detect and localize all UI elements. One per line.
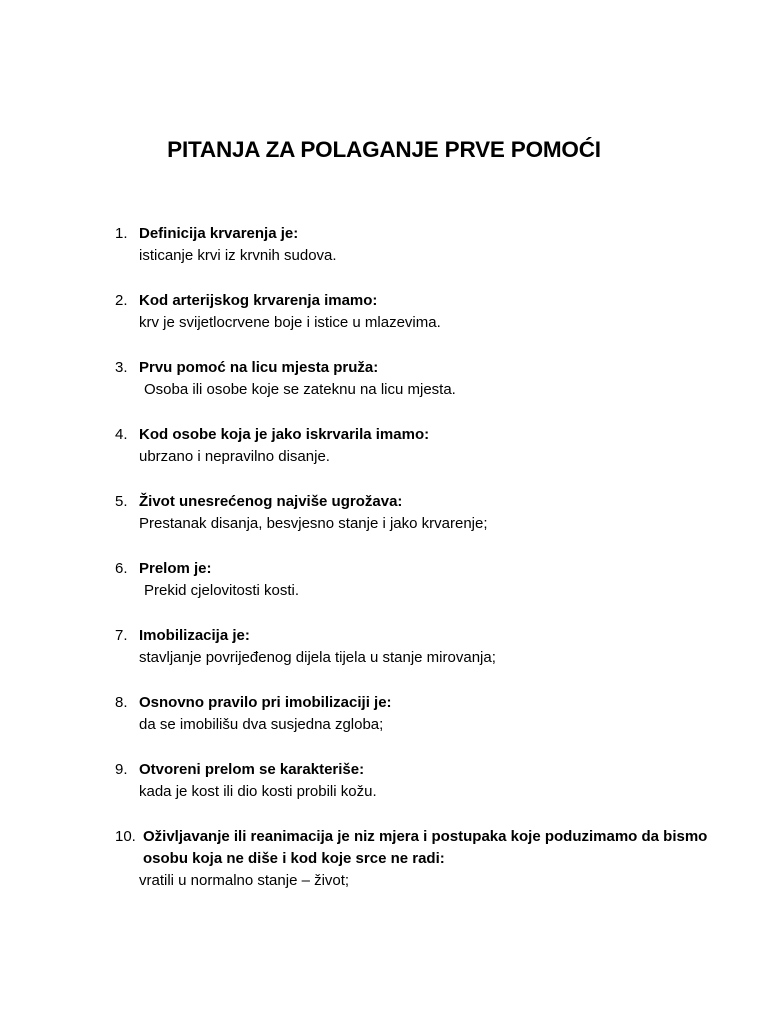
- question-body: [139, 290, 728, 334]
- answer-text: vratili u normalno stanje – život;: [139, 872, 350, 889]
- question-item-6: [0, 558, 768, 602]
- question-item-3: [0, 357, 768, 401]
- question-item-9: [0, 759, 768, 803]
- question-text: Kod osobe koja je jako iskrvarila imamo:: [139, 426, 430, 443]
- answer-text: da se imobilišu dva susjedna zgloba;: [139, 716, 384, 733]
- question-item-8: [0, 692, 768, 736]
- question-number: 8.: [115, 694, 128, 711]
- question-body: [139, 558, 728, 602]
- question-number: 2.: [115, 292, 128, 309]
- question-text: Definicija krvarenja je:: [139, 225, 299, 242]
- answer-text: Osoba ili osobe koje se zateknu na licu mjesta.: [144, 381, 456, 398]
- question-text: Prvu pomoć na licu mjesta pruža:: [139, 359, 379, 376]
- question-body: [139, 223, 728, 267]
- question-body: [139, 759, 728, 803]
- question-body: [139, 424, 728, 468]
- question-item-1: [0, 223, 768, 267]
- document-title: PITANJA ZA POLAGANJE PRVE POMOĆI: [167, 137, 601, 162]
- answer-text: ubrzano i nepravilno disanje.: [139, 448, 330, 465]
- answer-text: krv je svijetlocrvene boje i istice u mlazevima.: [139, 314, 441, 331]
- question-item-7: [0, 625, 768, 669]
- question-body: [139, 357, 728, 401]
- question-text: Otvoreni prelom se karakteriše:: [139, 761, 365, 778]
- question-item-4: [0, 424, 768, 468]
- question-item-5: [0, 491, 768, 535]
- answer-text: kada je kost ili dio kosti probili kožu.: [139, 783, 377, 800]
- question-number: 1.: [115, 225, 128, 242]
- question-body: [139, 692, 728, 736]
- question-text: Prelom je:: [139, 560, 212, 577]
- question-item-2: [0, 290, 768, 334]
- question-list: [0, 223, 768, 915]
- answer-text: isticanje krvi iz krvnih sudova.: [139, 247, 337, 264]
- answer-text: Prestanak disanja, besvjesno stanje i jako krvarenje;: [139, 515, 488, 532]
- question-text: Osnovno pravilo pri imobilizaciji je:: [139, 694, 392, 711]
- question-number: 4.: [115, 426, 128, 443]
- question-number: 9.: [115, 761, 128, 778]
- question-body: [139, 625, 728, 669]
- question-number: 10.: [115, 828, 136, 845]
- question-item-10: [0, 826, 768, 892]
- question-number: 3.: [115, 359, 128, 376]
- question-number: 7.: [115, 627, 128, 644]
- question-number: 5.: [115, 493, 128, 510]
- question-text: Oživljavanje ili reanimacija je niz mjera i postupaka koje poduzimamo da bismo osobu koja ne diše i kod koje srce ne radi:: [143, 828, 708, 867]
- question-text: Imobilizacija je:: [139, 627, 250, 644]
- question-body: [139, 826, 728, 892]
- question-body: [139, 491, 728, 535]
- question-text: Kod arterijskog krvarenja imamo:: [139, 292, 378, 309]
- answer-text: Prekid cjelovitosti kosti.: [144, 582, 300, 599]
- answer-text: stavljanje povrijeđenog dijela tijela u stanje mirovanja;: [139, 649, 496, 666]
- question-number: 6.: [115, 560, 128, 577]
- question-text: Život unesrećenog najviše ugrožava:: [139, 493, 403, 510]
